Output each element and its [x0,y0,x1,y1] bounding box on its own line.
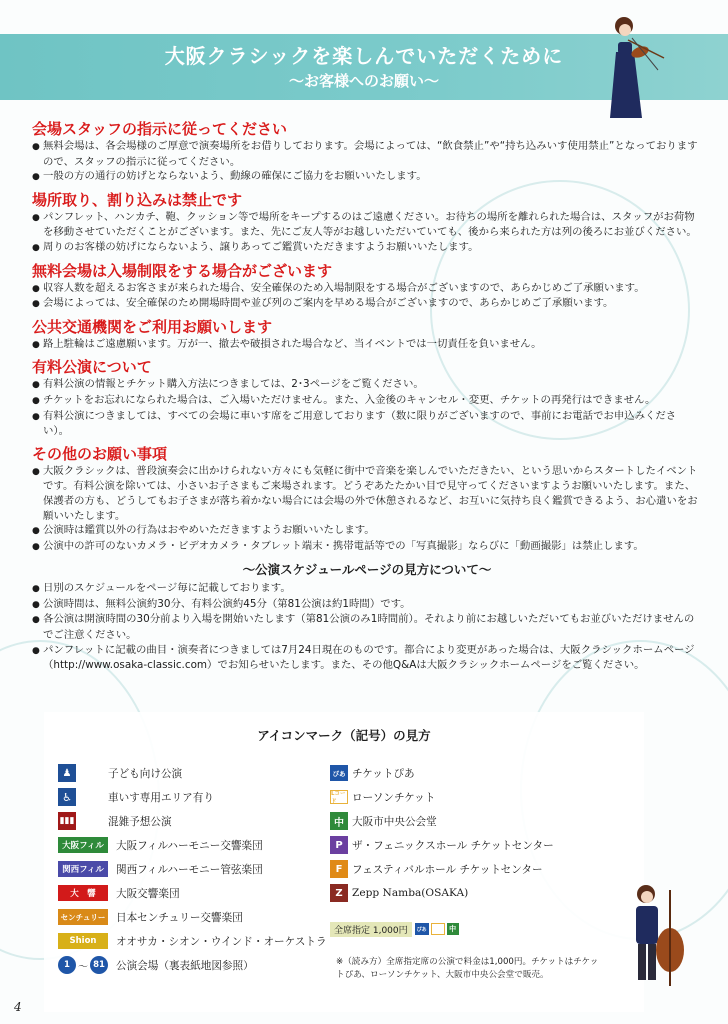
schedule-heading: ～公演スケジュールページの見方について～ [242,562,492,578]
list-item: ● 無料会場は、各会場様のご厚意で演奏場所をお借りしております。会場によっては、“飲食禁止”や“持ち込みいす使用禁止”となっておりますので、スタッフの指示に従ってください。 [32,139,702,169]
legend-label: 混雑予想公演 [108,815,172,828]
section-staff-instructions [32,120,702,185]
list-item: ● パンフレットに記載の曲目・演奏者につきましては7月24日現在のものです。都合により変更があった場合は、大阪クラシックホームページ（http://www.osaka-classic.com）でお知らせいたします。また、その他Q&Aは大阪クラシックホームページをご覧ください。 [32,643,702,673]
shion-badge: Shion [58,933,108,949]
phoenix-hall-icon: P [330,836,348,854]
list-item: ● 会場によっては、安全確保のため開場時間や並び列のご案内を早める場合がございますので、あらかじめご了承願います。 [32,296,702,312]
page-number: 4 [14,1000,22,1014]
section-entry-limits [32,262,702,312]
legend-label: 大阪フィルハーモニー交響楽団 [116,839,263,852]
section-paid-concerts [32,358,702,438]
legend-row [58,764,182,782]
list-item: ● 日別のスケジュールをページ毎に記載しております。 [32,581,702,597]
legend-row [58,860,263,878]
legend-label: 大阪交響楽団 [116,887,180,900]
legend-row [330,764,415,782]
legend-label: 公演会場（裏表紙地図参照） [116,959,254,972]
sample-price-row [330,920,467,938]
list-item: ● チケットをお忘れになられた場合は、ご入場いただけません。また、入金後のキャンセル・変更、チケットの再発行はできません。 [32,393,702,409]
crowd-icon: ▮▮▮ [58,812,76,830]
legend-label: 関西フィルハーモニー管弦楽団 [116,863,263,876]
legend-label: 子ども向け公演 [108,767,183,780]
legend-row [58,884,180,902]
legend-label: オオサカ・シオン・ウインド・オーケストラ [116,935,327,948]
chuo-hall-icon: 中 [330,812,348,830]
icon-legend-box [44,712,644,1012]
legend-row [58,908,243,926]
legend-row [58,932,327,950]
legend-label: フェスティバルホール チケットセンター [352,863,543,876]
section-heading: 公共交通機関をご利用お願いします [32,317,273,336]
legend-row [330,788,435,806]
legend-row [330,884,468,902]
lawson-icon: Lコード [330,790,348,804]
list-item: ● 公演時間は、無料公演約30分、有料公演約45分（第81公演は約1時間）です。 [32,597,702,613]
legend-row [330,812,437,830]
list-item: ● 有料公演につきましては、すべての会場に車いす席をご用意しております（数に限りがございますので、事前にお電話でお申込みください）。 [32,409,702,439]
list-item: ● 各公演は開演時間の30分前より入場を開始いたします（第81公演のみ1時間前）。それより前にお越しいただいてもお並びいただけませんのでご注意ください。 [32,612,702,642]
legend-label: Zepp Namba(OSAKA) [352,887,469,899]
section-schedule-guide [32,560,702,673]
chuo-hall-icon: 中 [447,923,459,935]
section-other-requests [32,445,702,555]
list-item: ● 有料公演の情報とチケット購入方法につきましては、2･3ページをご覧ください。 [32,377,702,393]
violinist-illustration [588,12,668,122]
tilde: ～ [78,961,88,973]
legend-label: 日本センチュリー交響楽団 [116,911,243,924]
sample-note: ※（読み方）全席指定席の公演で料金は1,000円。チケットはチケットぴあ、ローソンチケット、大阪市中央公会堂で販売。 [336,957,599,980]
page-subtitle: ～お客様へのお願い～ [288,72,439,90]
list-item: ● パンフレット、ハンカチ、鞄、クッション等で場所をキープするのはご遠慮ください。お待ちの場所を離れられた場合は、スタッフがお荷物を移動させていただくことがございます。また、先にご友人等がお越しいただいていても、後から来られた方は列の後ろにお並びください。 [32,210,702,240]
section-heading: その他のお願い事項 [32,444,168,463]
main-content [32,120,702,679]
cellist-illustration [620,880,700,990]
list-item: ● 大阪クラシックは、普段演奏会に出かけられない方々にも気軽に街中で音楽を楽しんでいただきたい、という思いからスタートしたイベントです。有料公演を除いては、小さいお子さまもご来場されます。どうぞあたたかい目で見守ってくださいますようお願いいたします。また、保護者の方も、どうしてもお子さまが落ち着かない場合には会場の外で休憩されるなど、お互いに気持ち良く鑑賞できるよう、お心遣いをお願いいたします。 [32,464,702,523]
legend-row-venue [58,956,254,974]
section-no-place-holding [32,191,702,256]
list-item: ● 収容人数を超えるお客さまが来られた場合、安全確保のため入場制限をする場合がございますので、あらかじめご了承願います。 [32,281,702,297]
page-title: 大阪クラシックを楽しんでいただくために [164,44,564,68]
child-icon: ♟ [58,764,76,782]
sample-price-badge: 全席指定 1,000円 [330,922,412,937]
legend-row [330,836,554,854]
list-item: ● 公演時は鑑賞以外の行為はおやめいただきますようお願いいたします。 [32,523,702,539]
festival-hall-icon: F [330,860,348,878]
legend-row [58,812,172,830]
osaka-symphony-badge: 大 響 [58,885,108,901]
legend-row [58,836,263,854]
legend-label: 車いす専用エリア有り [108,791,214,804]
legend-label: ローソンチケット [352,791,436,804]
section-heading: 場所取り、割り込みは禁止です [32,190,243,209]
kansai-phil-badge: 関西フィル [58,861,108,877]
legend-row [58,788,214,806]
list-item: ● 公演中の許可のないカメラ・ビデオカメラ・タブレット端末・携帯電話等での「写真撮影」ならびに「動画撮影」は禁止します。 [32,539,702,555]
lawson-icon [431,923,445,935]
section-heading: 会場スタッフの指示に従ってください [32,120,288,138]
ticket-pia-icon: ぴあ [330,765,348,781]
zepp-icon: Z [330,884,348,902]
section-public-transport [32,318,702,353]
venue-number-icon: 1 [58,956,76,974]
icon-legend-title: アイコンマーク（記号）の見方 [257,728,431,743]
list-item: ● 一般の方の通行の妨げとならないよう、動線の確保にご協力をお願いいたします。 [32,169,702,185]
venue-number-icon: 81 [90,956,108,974]
legend-label: ザ・フェニックスホール チケットセンター [352,839,554,852]
ticket-pia-icon: ぴあ [415,923,429,935]
wheelchair-icon: ♿ [58,788,76,806]
list-item: ● 周りのお客様の妨げにならないよう、譲りあってご鑑賞いただきますようお願いいたします。 [32,240,702,256]
legend-row [330,860,543,878]
list-item: ● 路上駐輪はご遠慮願います。万が一、撤去や破損された場合など、当イベントでは一切責任を負いません。 [32,337,702,353]
legend-label: チケットぴあ [352,767,415,780]
section-heading: 有料公演について [32,358,152,377]
osaka-phil-badge: 大阪フィル [58,837,108,853]
section-heading: 無料会場は入場制限をする場合がございます [32,261,333,280]
legend-label: 大阪市中央公会堂 [352,815,437,828]
century-badge: センチュリー [58,909,108,925]
